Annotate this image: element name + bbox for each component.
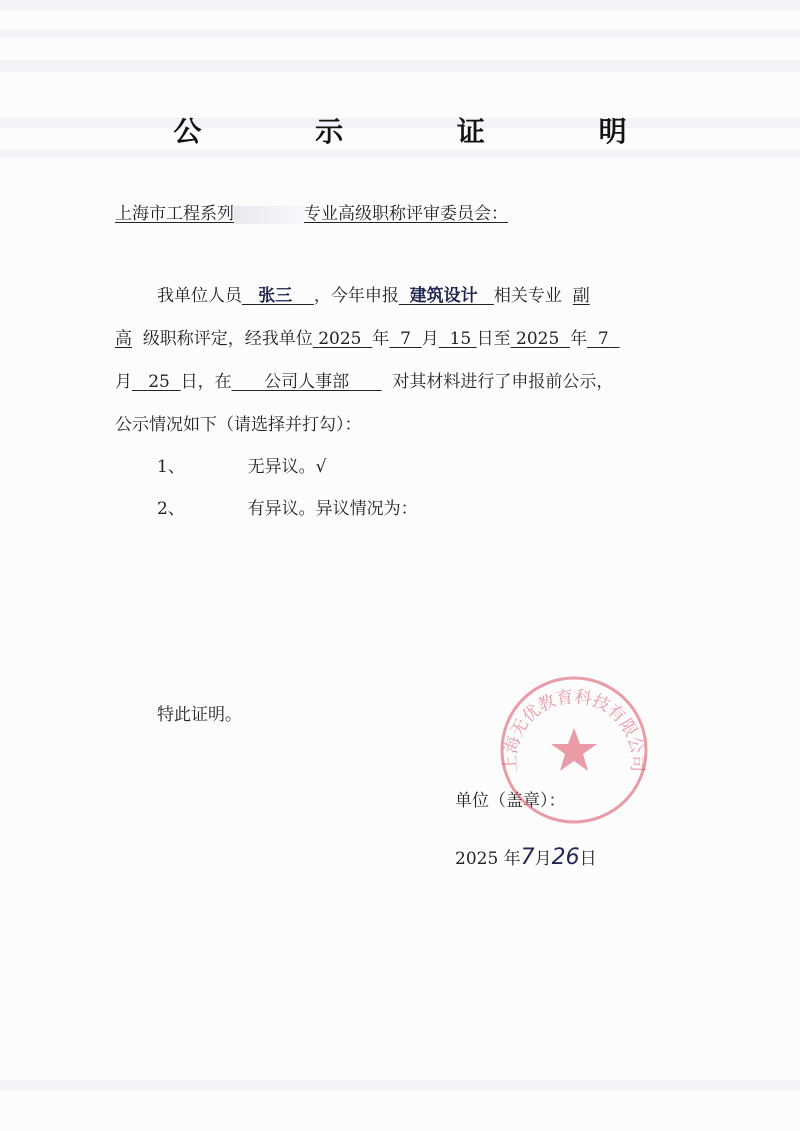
- body-line-3: [115, 370, 613, 394]
- text-segment: 月: [115, 372, 132, 392]
- body-line-1: [157, 284, 590, 308]
- start-day-field: [439, 329, 477, 349]
- text-segment: 日至: [476, 329, 511, 349]
- option-number: 2、: [157, 499, 185, 519]
- text-segment: 日，在: [180, 372, 232, 392]
- start-month: 7: [400, 329, 411, 349]
- text-segment: 月: [421, 329, 439, 349]
- option-2: [157, 497, 418, 521]
- scan-artifact: [0, 150, 800, 158]
- text-segment: 对其材料进行了申报前公示，: [392, 372, 614, 392]
- redacted-text: [234, 206, 304, 224]
- major-field: [399, 286, 494, 306]
- text-segment: 年: [372, 329, 390, 349]
- page-title: 公 示 证 明: [173, 115, 679, 148]
- option-number: 1、: [157, 457, 185, 477]
- text-segment: 级职称评定，经我单位: [142, 329, 313, 349]
- publicity-place: 公司人事部: [264, 372, 350, 392]
- name-field: [242, 286, 314, 306]
- applicant-name: 张三: [258, 286, 293, 306]
- start-day: 15: [449, 329, 472, 349]
- seal-star: [551, 728, 597, 771]
- text-segment: 日: [579, 849, 597, 869]
- scan-artifact: [0, 1080, 800, 1090]
- text-segment: 年: [570, 329, 588, 349]
- option-text: 有异议。异议情况为：: [247, 499, 418, 519]
- signature-date: [455, 846, 597, 871]
- text-segment: 月: [534, 849, 552, 869]
- end-month: 7: [597, 329, 609, 349]
- place-field: [232, 372, 382, 392]
- level-field-cont: 高: [115, 329, 132, 349]
- seal-text: 上海无优教育科技有限公司: [500, 687, 648, 773]
- scan-artifact: [0, 0, 800, 10]
- sign-month-handwritten: 7: [520, 845, 535, 870]
- scan-artifact: [0, 60, 800, 72]
- start-month-field: [389, 329, 421, 349]
- end-year: 2025: [516, 329, 560, 349]
- end-day-field: [132, 372, 181, 392]
- end-day: 25: [148, 372, 170, 392]
- text-segment: 年: [503, 849, 521, 869]
- end-year-field: [511, 329, 570, 349]
- start-year: 2025: [318, 329, 362, 349]
- sign-day-handwritten: 26: [551, 845, 580, 870]
- option-1: [157, 455, 326, 479]
- option-text: 无异议。√: [247, 457, 327, 477]
- start-year-field: [313, 329, 372, 349]
- text-segment: ，今年申报: [313, 286, 399, 306]
- text-segment: 相关专业: [493, 286, 562, 306]
- scan-artifact: [0, 30, 800, 38]
- sign-year: 2025: [455, 849, 499, 869]
- company-seal: [496, 672, 652, 828]
- unit-seal-label: 单位（盖章）：: [455, 791, 566, 811]
- applicant-major: 建筑设计: [409, 286, 478, 306]
- addressee-line: [115, 202, 508, 226]
- addressee-prefix: 上海市工程系列: [115, 204, 234, 224]
- addressee-suffix: 专业高级职称评审委员会：: [304, 204, 508, 224]
- text-segment: 我单位人员: [157, 286, 242, 306]
- closing-statement: 特此证明。: [157, 705, 242, 725]
- level-field: 副: [572, 286, 590, 306]
- body-line-4: 公示情况如下（请选择并打勾）：: [115, 415, 362, 435]
- body-line-2: [115, 327, 620, 351]
- end-month-field: [587, 329, 619, 349]
